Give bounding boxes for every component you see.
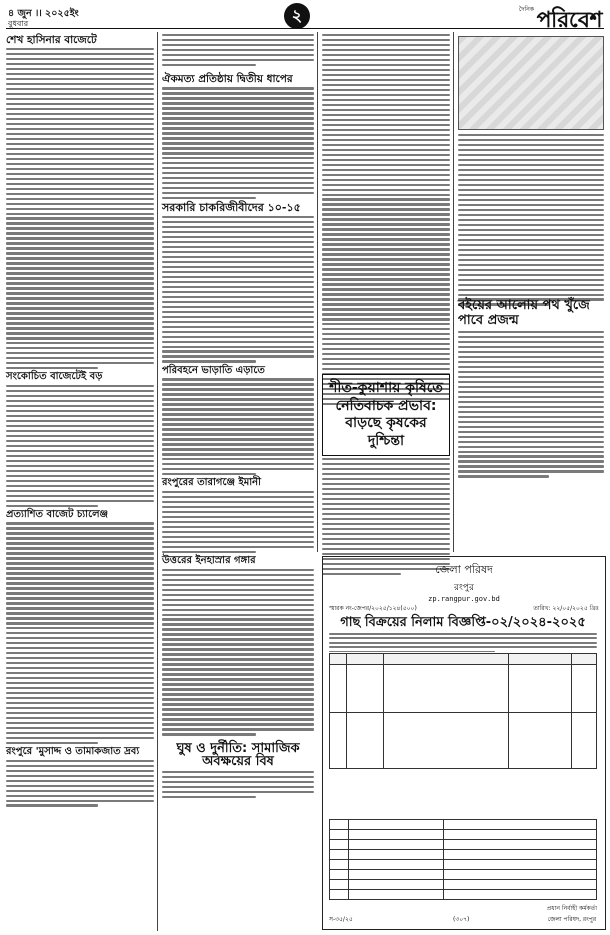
feature-headline-block [458,296,604,480]
signer-office: জেলা পরিষদ, রংপুর [547,916,597,923]
auction-notice [322,556,606,930]
notice-date: তারিখ: ২২/০৫/২০২৫ খ্রিঃ [533,605,599,612]
boxed-article [322,374,450,577]
issue-day: বুধবার [8,19,29,28]
notice-website: zp.rangpur.gov.bd [428,595,500,603]
signer-title: প্রধান নির্বাহী কর্মকর্তা [546,905,597,912]
article-headline: বইয়ের আলোয় পথ খুঁজে পাবে প্রজন্ম [458,298,590,328]
notice-signature [547,903,597,925]
notice-memo: স্মারক নং-জেপর/২০২৫/১২৪(৫০০) [329,605,417,612]
article-headline: প্রত্যাশিত বাজেট চ্যালেঞ্জ [6,508,109,520]
article-body [162,378,314,475]
column-2 [162,32,314,800]
article-body [458,134,604,306]
masthead-logo: পরিবেশ [536,8,602,33]
notice-intro [329,631,597,654]
article-headline: উত্তরের ইনহাস্রার গঙ্গার [162,555,256,567]
masthead-small: দৈনিক [518,6,534,13]
article-headline: শীত-কুয়াশায় কৃষিতে নেতিবাচক প্রভাব: বাড়ছে কৃষকের দুশ্চিন্তা [322,374,450,456]
article-body [162,34,314,66]
page-header [6,4,604,33]
notice-place: রংপুর [454,583,474,593]
article-headline: ঐকমত্য প্রতিষ্ঠায় দ্বিতীয় ধাপের [162,73,293,86]
article-headline: সরকারি চাকরিজীবীদের ১০-১৫ [162,201,301,215]
notice-code: (৩০৭) [453,916,470,923]
notice-table [329,653,597,769]
article-body [6,385,154,507]
article-body [458,331,604,478]
article-headline: রংপুরে 'মুসাদ্দ ও তামাকজাত দ্রব্য [6,746,140,758]
article-body [162,216,314,363]
article-body [6,760,154,807]
article-headline: পরিবহনে ভাড়াতি এড়াতে [162,364,265,376]
column-4 [458,32,604,308]
newspaper-page [6,4,604,931]
article-headline: শেখ হাসিনার বাজেটে [6,34,97,46]
article-body [162,87,314,199]
column-divider [317,32,318,552]
article-body [162,569,314,736]
notice-org: জেলা পরিষদ [435,563,493,576]
page-number: ২ [284,3,310,29]
notice-schedule-table [329,819,597,900]
column-divider [453,32,454,552]
article-photo [458,36,604,130]
column-1 [6,32,154,809]
column-divider [157,32,158,931]
article-body [6,522,154,744]
column-3 [322,32,450,407]
article-headline: রংপুরের তারাগঞ্জে ইমানী [162,477,261,489]
article-body [162,491,314,553]
article-headline: সংকোচিত বাজেটেই বড় [6,371,103,383]
issue-date: ৪ জুন ।। ২০২৫ইং [8,8,79,19]
article-body [162,771,314,798]
article-body [322,34,450,405]
article-headline: ঘুষ ও দুর্নীতি: সামাজিক অবক্ষয়ের বিষ [176,740,300,770]
notice-title: গাছ বিক্রয়ের নিলাম বিজ্ঞপ্তি-০২/২০২৪-২০২৫ [340,615,586,630]
article-body [6,48,154,369]
notice-ref: স-৩৫/২৫ [329,916,353,923]
